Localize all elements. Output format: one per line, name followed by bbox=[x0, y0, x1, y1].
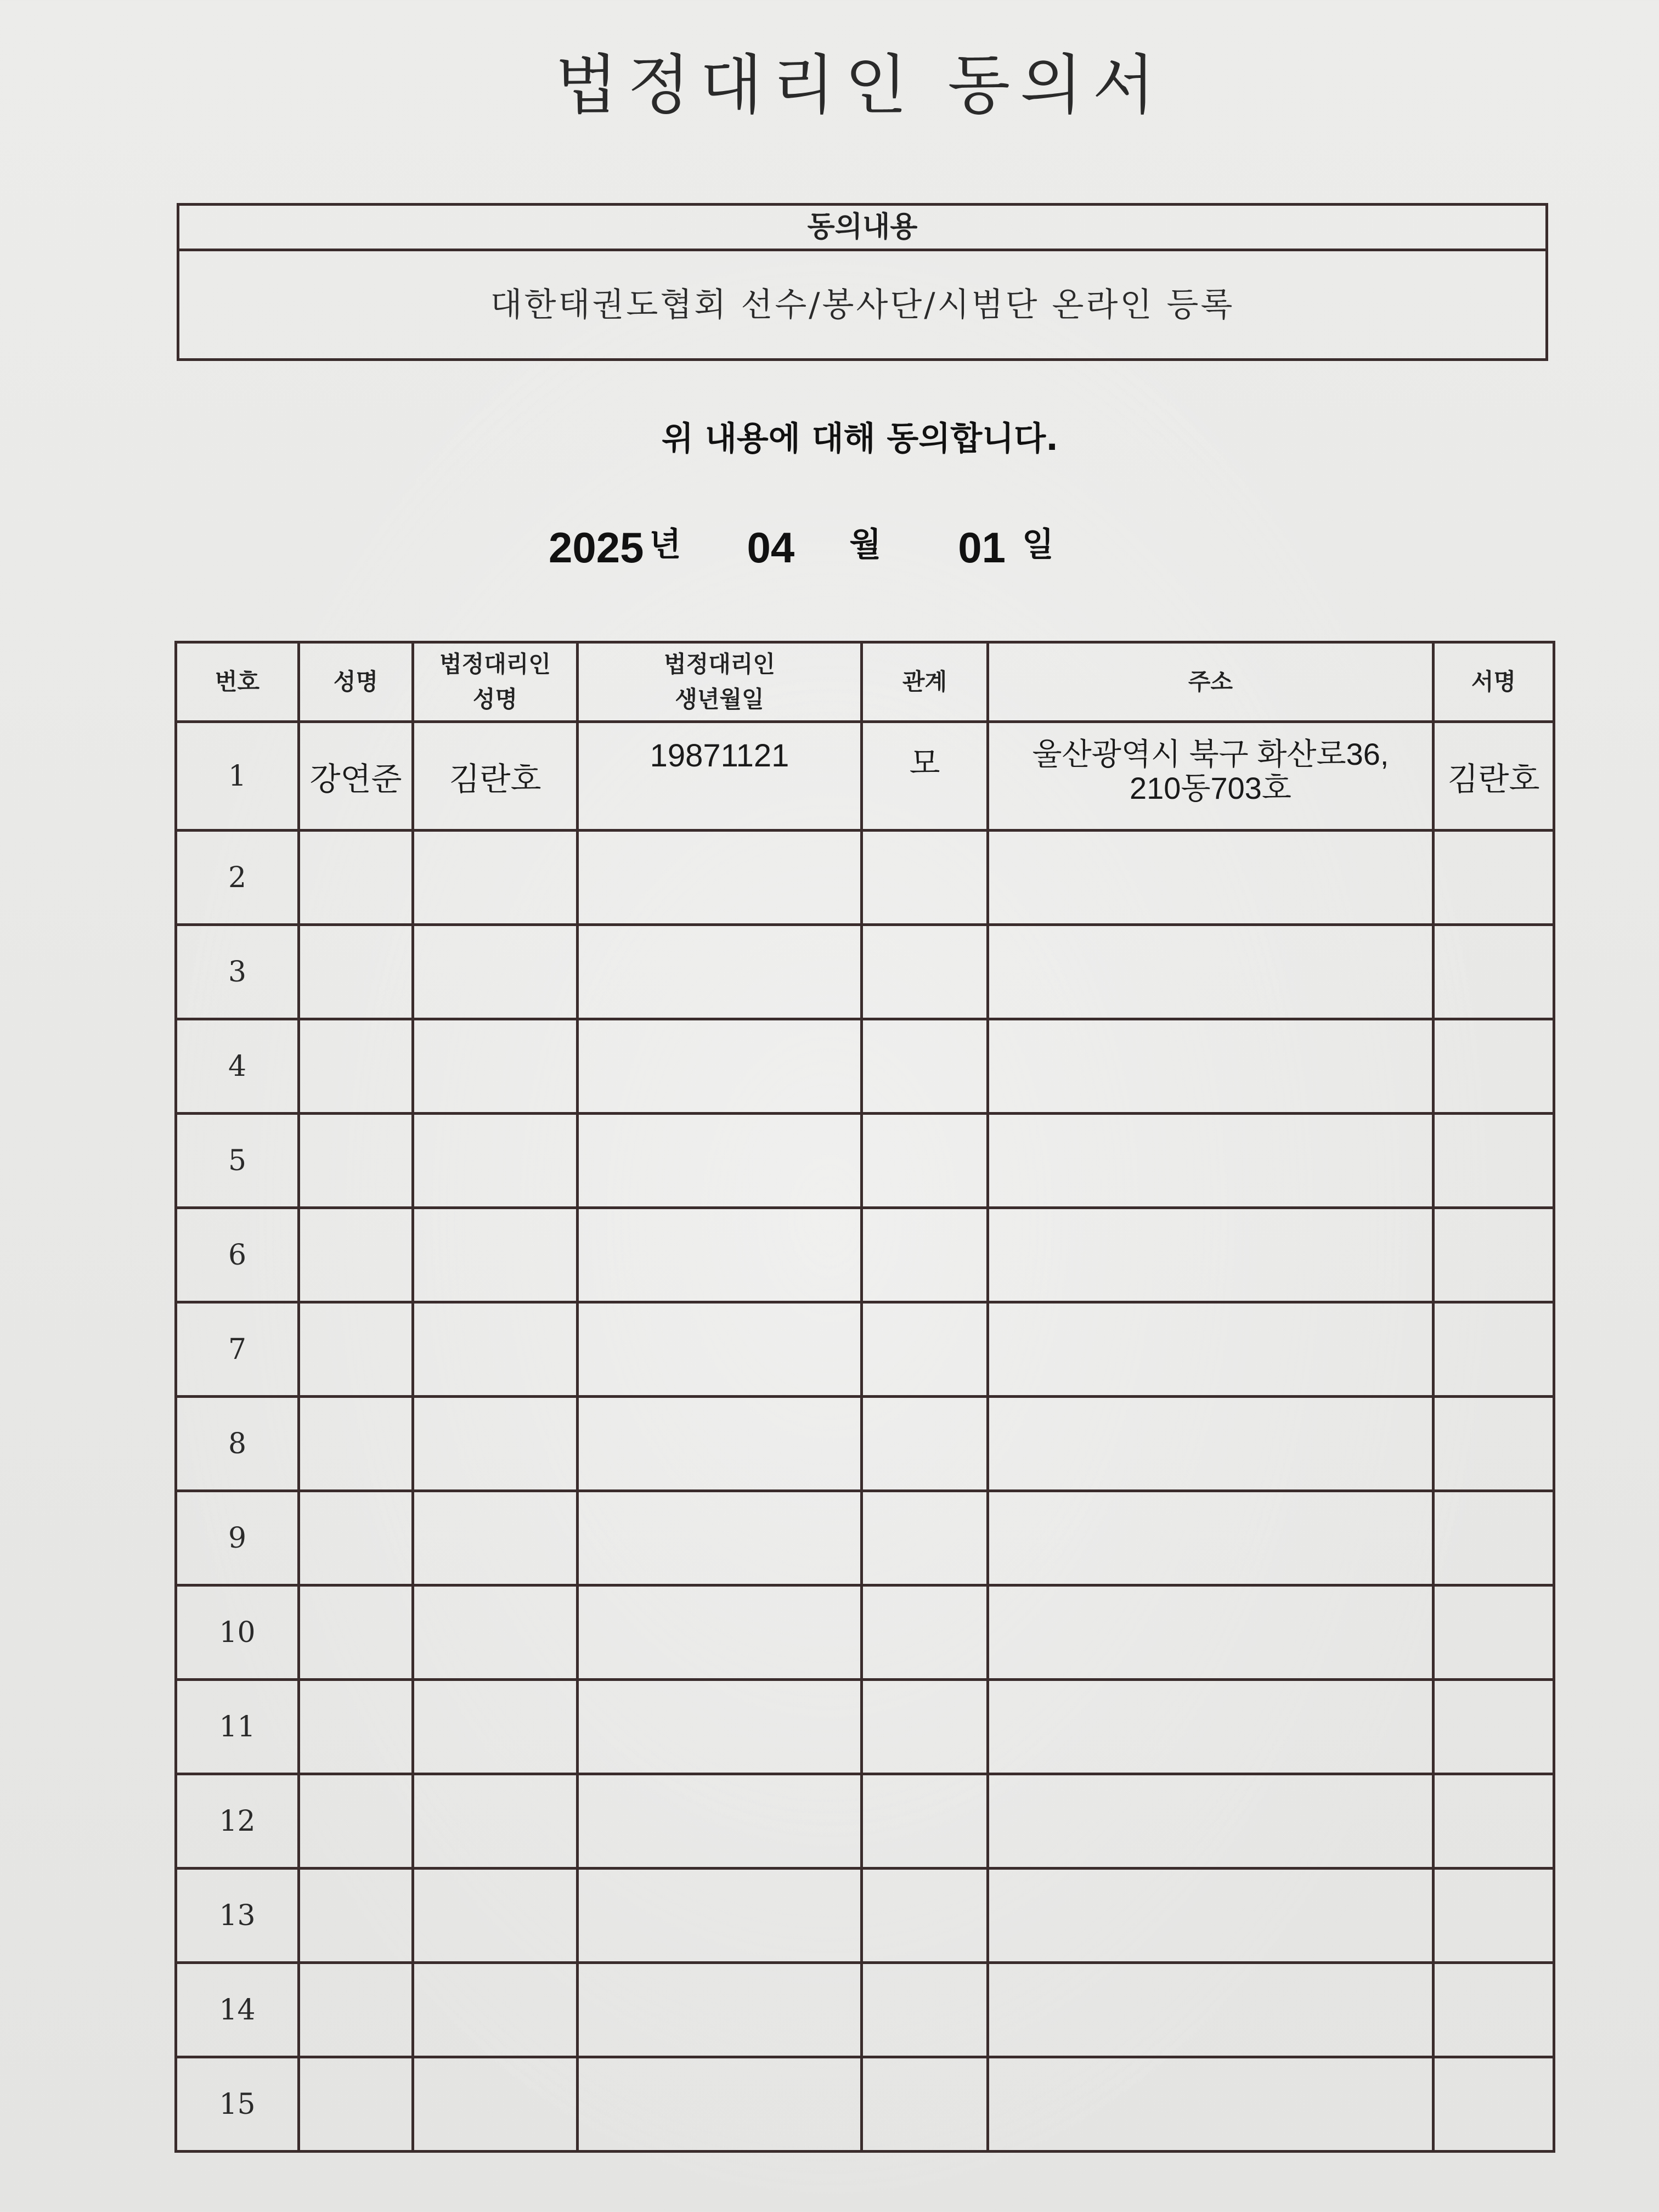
row-relation bbox=[862, 1869, 988, 1963]
date-day: 01 bbox=[958, 523, 1006, 572]
table-row bbox=[176, 925, 1554, 1019]
row-name: 강연준 bbox=[299, 722, 413, 831]
row-relation bbox=[862, 1585, 988, 1680]
row-guardian-name bbox=[413, 1585, 578, 1680]
agreement-statement: 위 내용에 대해 동의합니다. bbox=[661, 420, 1059, 458]
date-month-unit: 월 bbox=[849, 526, 882, 564]
row-signature bbox=[1434, 1208, 1554, 1302]
row-address bbox=[988, 722, 1434, 831]
row-guardian-name bbox=[413, 925, 578, 1019]
row-signature bbox=[1434, 1491, 1554, 1585]
row-name bbox=[299, 1680, 413, 1774]
row-signature bbox=[1434, 1774, 1554, 1869]
row-number: 7 bbox=[176, 1302, 299, 1397]
row-signature bbox=[1434, 831, 1554, 925]
row-guardian-name bbox=[413, 1869, 578, 1963]
table-row bbox=[176, 1397, 1554, 1491]
row-name bbox=[299, 1869, 413, 1963]
row-number: 14 bbox=[176, 1963, 299, 2057]
row-signature bbox=[1434, 1585, 1554, 1680]
row-address bbox=[988, 1208, 1434, 1302]
header-number: 번호 bbox=[176, 642, 299, 722]
row-signature bbox=[1434, 1963, 1554, 2057]
row-guardian-birth bbox=[578, 831, 862, 925]
row-relation bbox=[862, 1208, 988, 1302]
row-signature bbox=[1434, 1114, 1554, 1208]
row-guardian-birth bbox=[578, 2057, 862, 2152]
row-number: 5 bbox=[176, 1114, 299, 1208]
table-row bbox=[176, 1680, 1554, 1774]
row-signature bbox=[1434, 1397, 1554, 1491]
row-address bbox=[988, 1491, 1434, 1585]
header-guardian-name bbox=[413, 642, 578, 722]
row-name bbox=[299, 925, 413, 1019]
guardian-roster-table bbox=[174, 641, 1555, 2153]
row-relation bbox=[862, 1680, 988, 1774]
row-address bbox=[988, 925, 1434, 1019]
row-guardian-birth bbox=[578, 1302, 862, 1397]
row-signature bbox=[1434, 2057, 1554, 2152]
row-number: 3 bbox=[176, 925, 299, 1019]
row-number: 9 bbox=[176, 1491, 299, 1585]
row-guardian-birth bbox=[578, 1208, 862, 1302]
row-address bbox=[988, 1114, 1434, 1208]
header-relation: 관계 bbox=[862, 642, 988, 722]
consent-header: 동의내용 bbox=[179, 206, 1545, 251]
row-signature: 김란호 bbox=[1434, 722, 1554, 831]
table-row bbox=[176, 1774, 1554, 1869]
row-signature bbox=[1434, 1680, 1554, 1774]
row-relation bbox=[862, 1019, 988, 1114]
table-row bbox=[176, 1585, 1554, 1680]
row-name bbox=[299, 1397, 413, 1491]
row-guardian-name bbox=[413, 1680, 578, 1774]
table-row bbox=[176, 1491, 1554, 1585]
header-guardian-birth-line2: 생년월일 bbox=[675, 686, 764, 713]
header-signature: 서명 bbox=[1434, 642, 1554, 722]
row-number: 2 bbox=[176, 831, 299, 925]
row-guardian-name bbox=[413, 1114, 578, 1208]
row-address bbox=[988, 1302, 1434, 1397]
row-name bbox=[299, 1963, 413, 2057]
row-address bbox=[988, 1585, 1434, 1680]
header-guardian-name-line1: 법정대리인 bbox=[439, 651, 551, 678]
row-signature bbox=[1434, 925, 1554, 1019]
row-address bbox=[988, 1019, 1434, 1114]
row-number: 11 bbox=[176, 1680, 299, 1774]
row-guardian-name bbox=[413, 831, 578, 925]
row-guardian-name bbox=[413, 2057, 578, 2152]
row-relation bbox=[862, 1302, 988, 1397]
row-guardian-name bbox=[413, 1491, 578, 1585]
row-guardian-birth bbox=[578, 925, 862, 1019]
row-guardian-birth bbox=[578, 1774, 862, 1869]
row-name bbox=[299, 1208, 413, 1302]
row-guardian-name bbox=[413, 1019, 578, 1114]
table-row bbox=[176, 1208, 1554, 1302]
row-relation: 모 bbox=[862, 722, 988, 831]
table-row bbox=[176, 722, 1554, 831]
row-name bbox=[299, 831, 413, 925]
table-row bbox=[176, 1302, 1554, 1397]
header-guardian-name-line2: 성명 bbox=[472, 686, 518, 713]
row-number: 1 bbox=[176, 722, 299, 831]
table-row bbox=[176, 1963, 1554, 2057]
row-name bbox=[299, 1114, 413, 1208]
signing-date bbox=[549, 518, 1054, 573]
row-relation bbox=[862, 831, 988, 925]
row-relation bbox=[862, 1491, 988, 1585]
row-guardian-birth: 19871121 bbox=[578, 722, 862, 831]
row-number: 10 bbox=[176, 1585, 299, 1680]
consent-content-box bbox=[177, 203, 1548, 361]
row-address bbox=[988, 1680, 1434, 1774]
row-name bbox=[299, 1774, 413, 1869]
date-day-unit: 일 bbox=[1022, 526, 1054, 564]
row-address bbox=[988, 1774, 1434, 1869]
header-name: 성명 bbox=[299, 642, 413, 722]
row-guardian-name bbox=[413, 1208, 578, 1302]
header-guardian-birth bbox=[578, 642, 862, 722]
row-signature bbox=[1434, 1019, 1554, 1114]
header-guardian-birth-line1: 법정대리인 bbox=[664, 651, 775, 678]
row-guardian-birth bbox=[578, 1869, 862, 1963]
row-number: 6 bbox=[176, 1208, 299, 1302]
row-name bbox=[299, 1585, 413, 1680]
row-number: 4 bbox=[176, 1019, 299, 1114]
row-guardian-name bbox=[413, 1774, 578, 1869]
row-guardian-birth bbox=[578, 1114, 862, 1208]
row-relation bbox=[862, 1774, 988, 1869]
row-address bbox=[988, 1869, 1434, 1963]
table-row bbox=[176, 1114, 1554, 1208]
row-address bbox=[988, 1397, 1434, 1491]
row-relation bbox=[862, 925, 988, 1019]
row-signature bbox=[1434, 1302, 1554, 1397]
row-guardian-birth bbox=[578, 1963, 862, 2057]
row-relation bbox=[862, 1963, 988, 2057]
table-header-row bbox=[176, 642, 1554, 722]
row-relation bbox=[862, 2057, 988, 2152]
row-guardian-birth bbox=[578, 1491, 862, 1585]
row-guardian-name: 김란호 bbox=[413, 722, 578, 831]
row-number: 8 bbox=[176, 1397, 299, 1491]
row-address-line1: 울산광역시 북구 화산로36, bbox=[1032, 737, 1389, 771]
document-title: 법정대리인 동의서 bbox=[555, 47, 1165, 123]
row-guardian-birth bbox=[578, 1680, 862, 1774]
date-month: 04 bbox=[747, 523, 795, 572]
row-address-line2: 210동703호 bbox=[1129, 771, 1292, 805]
date-year: 2025 bbox=[549, 523, 644, 572]
row-number: 15 bbox=[176, 2057, 299, 2152]
row-relation bbox=[862, 1397, 988, 1491]
table-row bbox=[176, 831, 1554, 925]
consent-content: 대한태권도협회 선수/봉사단/시범단 온라인 등록 bbox=[490, 286, 1235, 324]
table-row bbox=[176, 2057, 1554, 2152]
date-year-unit: 년 bbox=[649, 526, 681, 564]
row-number: 12 bbox=[176, 1774, 299, 1869]
row-guardian-name bbox=[413, 1963, 578, 2057]
row-guardian-birth bbox=[578, 1397, 862, 1491]
row-guardian-birth bbox=[578, 1585, 862, 1680]
row-guardian-birth bbox=[578, 1019, 862, 1114]
row-guardian-name bbox=[413, 1302, 578, 1397]
row-name bbox=[299, 1491, 413, 1585]
row-address bbox=[988, 831, 1434, 925]
table-row bbox=[176, 1019, 1554, 1114]
row-address bbox=[988, 1963, 1434, 2057]
row-guardian-name bbox=[413, 1397, 578, 1491]
row-relation bbox=[862, 1114, 988, 1208]
row-name bbox=[299, 2057, 413, 2152]
header-address: 주소 bbox=[988, 642, 1434, 722]
row-number: 13 bbox=[176, 1869, 299, 1963]
row-signature bbox=[1434, 1869, 1554, 1963]
row-address bbox=[988, 2057, 1434, 2152]
row-name bbox=[299, 1019, 413, 1114]
table-row bbox=[176, 1869, 1554, 1963]
row-name bbox=[299, 1302, 413, 1397]
